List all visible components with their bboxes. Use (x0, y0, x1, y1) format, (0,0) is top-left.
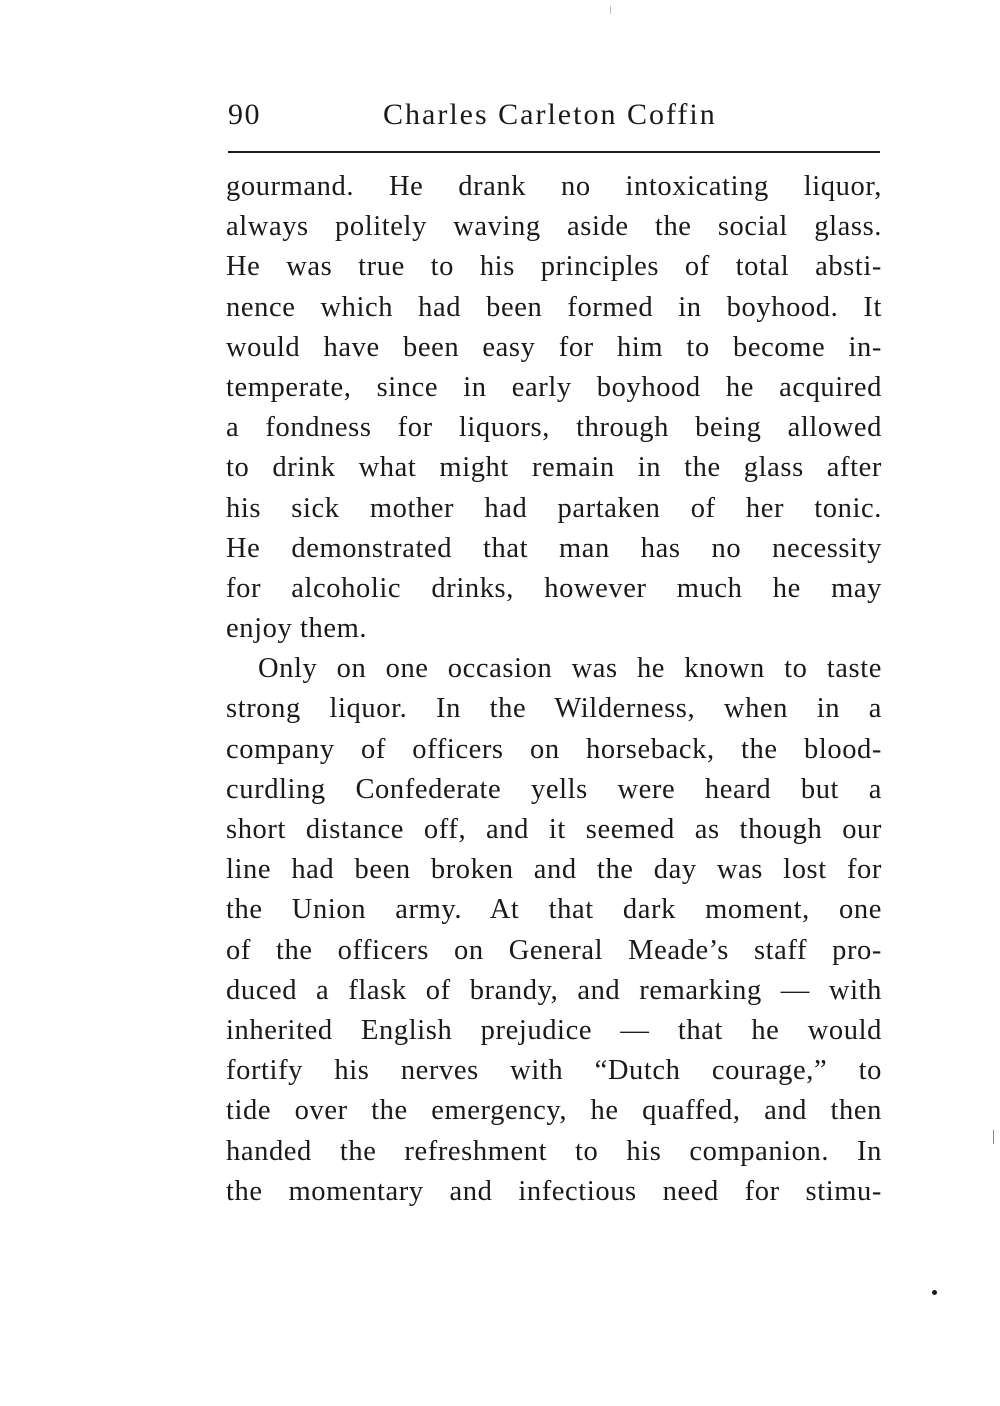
text-line: always politely waving aside the social glass. (226, 211, 882, 243)
text-line: a fondness for liquors, through being allowed (226, 412, 882, 444)
body-text (226, 167, 882, 1212)
text-line: tide over the emergency, he quaffed, and then (226, 1095, 882, 1127)
text-line: of the officers on General Meade’s staff pro- (226, 934, 882, 966)
text-line: would have been easy for him to become in- (226, 331, 882, 363)
text-line: strong liquor. In the Wilderness, when in a (226, 693, 882, 725)
text-line: company of officers on horseback, the blood- (226, 733, 882, 765)
scan-edge-mark (993, 1130, 994, 1144)
header-rule (228, 151, 880, 153)
text-line: line had been broken and the day was lost for (226, 854, 882, 886)
text-line: fortify his nerves with “Dutch courage,” to (226, 1055, 882, 1087)
page-number: 90 (228, 98, 261, 131)
text-line: nence which had been formed in boyhood. It (226, 291, 882, 323)
ink-speck (932, 1290, 937, 1295)
paragraph-1 (226, 167, 882, 649)
text-line: curdling Confederate yells were heard but a (226, 773, 882, 805)
scan-mark (610, 6, 611, 14)
text-line: his sick mother had partaken of her tonic. (226, 492, 882, 524)
text-line: inherited English prejudice — that he would (226, 1014, 882, 1046)
text-line: duced a flask of brandy, and remarking — with (226, 974, 882, 1006)
text-line: He demonstrated that man has no necessity (226, 532, 882, 564)
text-line: temperate, since in early boyhood he acquired (226, 371, 882, 403)
text-line: enjoy them. (226, 613, 368, 645)
paragraph-2 (226, 649, 882, 1212)
text-line: gourmand. He drank no intoxicating liquor, (226, 171, 882, 202)
running-title: Charles Carleton Coffin (383, 98, 717, 131)
text-line: for alcoholic drinks, however much he may (226, 572, 882, 604)
running-header (228, 98, 880, 138)
text-line: the Union army. At that dark moment, one (226, 894, 882, 926)
text-line: to drink what might remain in the glass after (226, 452, 882, 484)
text-line: the momentary and infectious need for stimu- (226, 1175, 882, 1207)
text-line: Only on one occasion was he known to taste (258, 653, 882, 685)
text-line: short distance off, and it seemed as though our (226, 814, 882, 845)
text-line: He was true to his principles of total absti- (226, 251, 882, 283)
text-line: handed the refreshment to his companion. In (226, 1135, 882, 1167)
